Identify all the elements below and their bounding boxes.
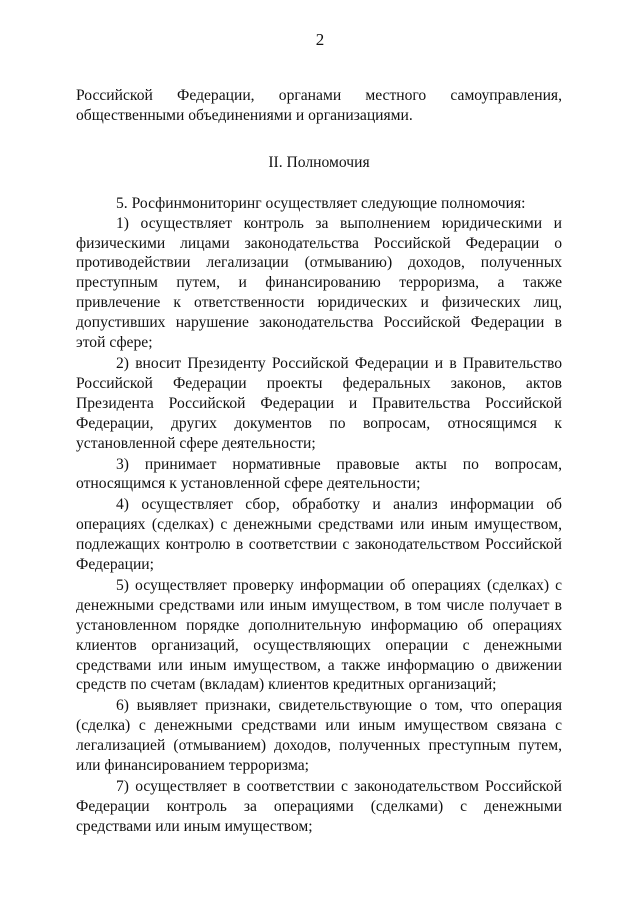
power-item-6: 6) выявляет признаки, свидетельствующие о том, что операция (сделка) с денежными средствами или иным имуществом связана с легализацией (отмыванием) доходов, полученных преступным путем, или финансированием терроризма; [76,697,562,775]
page-number: 2 [315,30,325,49]
document-body [76,86,562,837]
power-item-4: 4) осуществляет сбор, обработку и анализ информации об операциях (сделках) с денежными средствами или иным имуществом, подлежащих контролю в соответствии с законодательством Российской Федерации; [76,496,562,574]
section-heading: II. Полномочия [268,153,370,171]
power-item-3: 3) принимает нормативные правовые акты по вопросам, относящимся к установленной сфере деятельности; [76,455,562,493]
power-item-2: 2) вносит Президенту Российской Федерации и в Правительство Российской Федерации проекты федеральных законов, актов Президента Российской Федерации и Правительства Российской Федерации, других документов по вопросам, относящимся к установленной сфере деятельности; [76,354,562,452]
power-item-5: 5) осуществляет проверку информации об операциях (сделках) с денежными средствами или иным имуществом, в том числе получает в установленном порядке дополнительную информацию об операциях клиентов организаций, осуществляющих операции с денежными средствами или иным имуществом, а также информацию о движении средств по счетам (вкладам) клиентов кредитных организаций; [76,576,562,694]
section-lead-paragraph: 5. Росфинмониторинг осуществляет следующие полномочия: [116,194,526,212]
power-item-7: 7) осуществляет в соответствии с законодательством Российской Федерации контроль за операциями (сделками) с денежными средствами или иным имуществом; [76,778,562,835]
intro-paragraph: Российской Федерации, органами местного самоуправления, общественными объединениями и организациями. [76,87,562,124]
powers-list [76,214,562,837]
power-item-1: 1) осуществляет контроль за выполнением юридическими и физическими лицами законодательства Российской Федерации о противодействии легализации (отмыванию) доходов, полученных преступным путем, и финансированию терроризма, а также привлечение к ответственности юридических и физических лиц, допустивших нарушение законодательства Российской Федерации в этой сфере; [76,214,562,352]
